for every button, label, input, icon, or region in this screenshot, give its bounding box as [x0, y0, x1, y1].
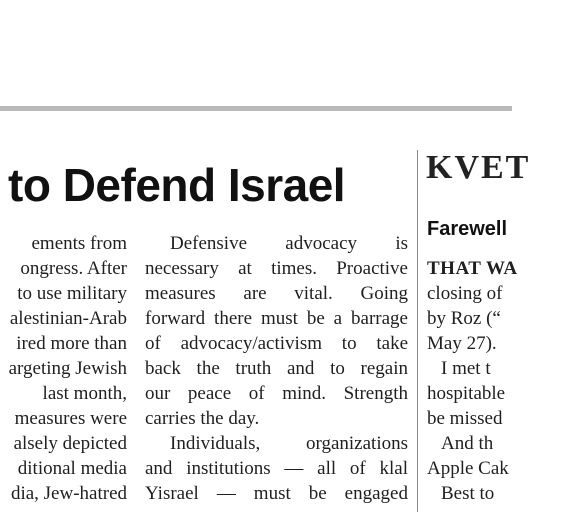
article-text-line: and institutions — all of klal — [145, 458, 408, 479]
article-text-line: alsely depicted — [13, 433, 127, 454]
article-text-line: Yisrael — must be engaged — [145, 483, 408, 504]
article-text-line: Individuals, organizations — [170, 433, 408, 454]
article-text-line: last month, — [42, 383, 127, 404]
article-text-line: measures are vital. Going — [145, 283, 408, 304]
article-text-line: argeting Jewish — [8, 358, 127, 379]
column-divider — [417, 150, 418, 512]
article-text-line: Defensive advocacy is — [170, 233, 408, 254]
letter-text-line: by Roz (“ — [427, 308, 501, 329]
letter-text-line: Apple Cak — [427, 458, 509, 479]
letter-text-line: closing of — [427, 283, 503, 304]
letter-lead-in: THAT WA — [427, 258, 518, 279]
article-text-line: ongress. After — [20, 258, 127, 279]
article-text-line: of advocacy/activism to take — [145, 333, 408, 354]
kvetch-column-title: KVET — [426, 149, 531, 186]
article-text-line: measures were — [14, 408, 127, 429]
article-middle-column — [145, 231, 408, 506]
letter-title: Farewell — [427, 218, 508, 240]
article-text-line: ired more than — [16, 333, 127, 354]
article-text-line: dia, Jew-hatred — [10, 483, 127, 504]
article-text-line: necessary at times. Proactive — [145, 258, 408, 279]
article-text-line: ditional media — [17, 458, 127, 479]
letter-text-line: hospitable — [427, 383, 506, 404]
letter-text-line: May 27). — [427, 333, 497, 354]
kvetch-column-text — [427, 256, 567, 506]
article-text-line: back the truth and to regain — [145, 358, 408, 379]
letter-text-line: Best to — [441, 483, 495, 504]
article-text-line: our peace of mind. Strength — [145, 383, 408, 404]
article-text-line: forward there must be a barrage — [145, 308, 408, 329]
article-left-column — [0, 231, 127, 506]
letter-text-line: And th — [441, 433, 494, 454]
top-rule — [0, 106, 512, 111]
letter-text-line: be missed — [427, 408, 503, 429]
article-text-line: alestinian-Arab — [9, 308, 127, 329]
article-text-line: carries the day. — [145, 408, 260, 429]
article-text-line: to use military — [17, 283, 127, 304]
article-headline: to Defend Israel — [8, 159, 346, 211]
letter-text-line: I met t — [441, 358, 491, 379]
article-text-line: ements from — [31, 233, 127, 254]
